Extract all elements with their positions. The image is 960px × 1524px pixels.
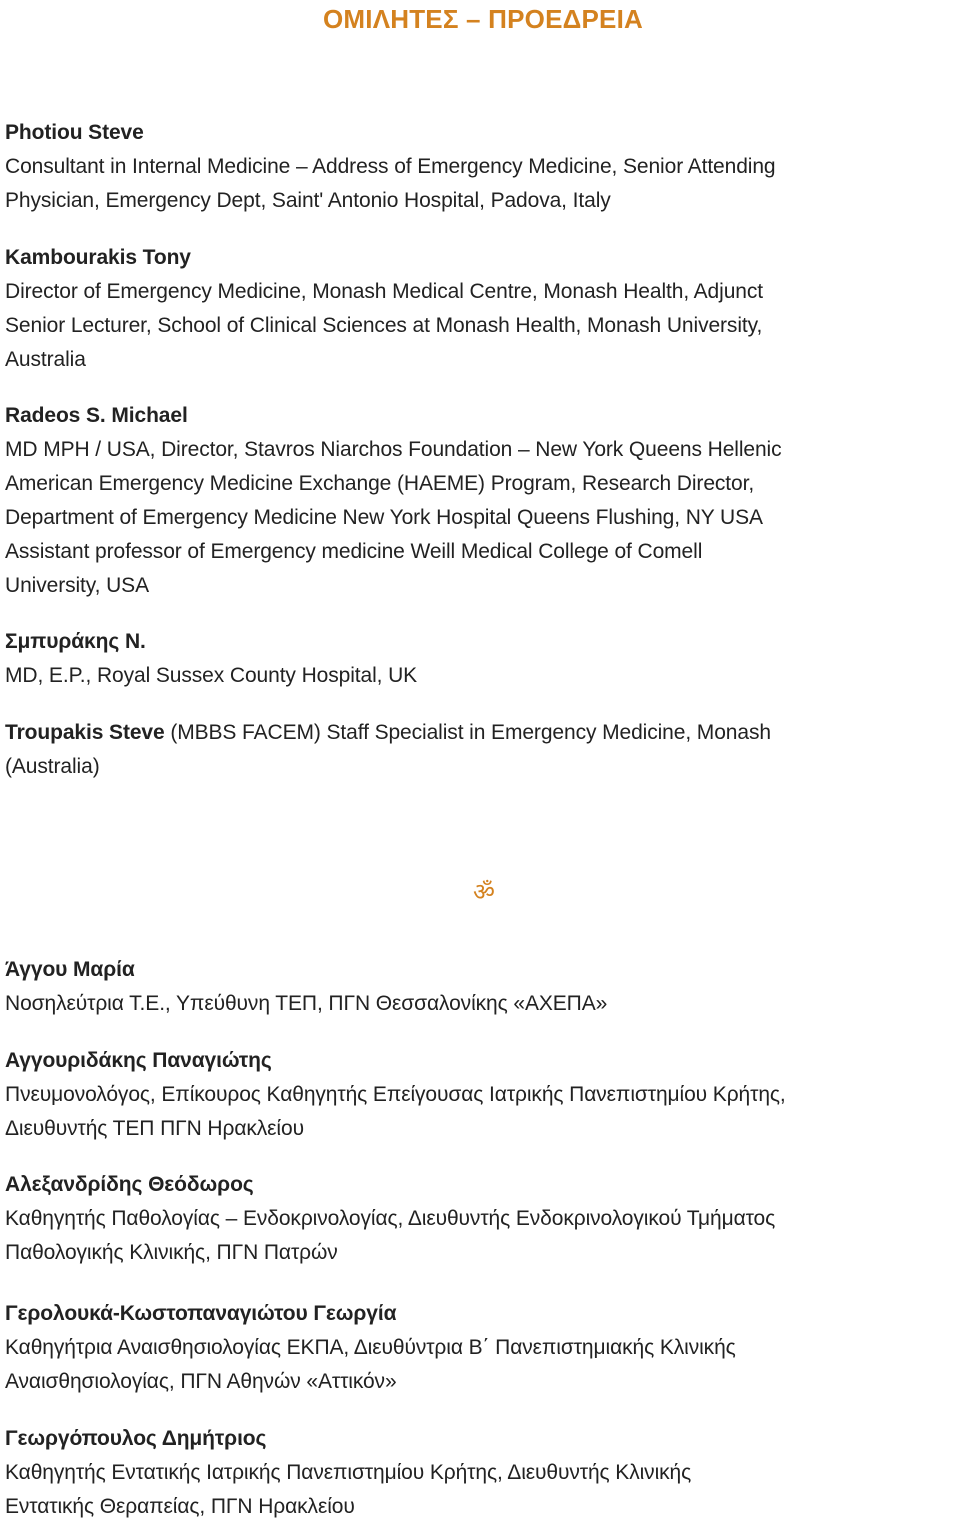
speaker-entry: [5, 716, 957, 784]
speaker-name: Kambourakis Tony: [5, 246, 191, 269]
speaker-entry: [5, 1297, 957, 1399]
speaker-name: Αγγουριδάκης Παναγιώτης: [5, 1049, 272, 1072]
speaker-entry: [5, 1422, 957, 1524]
speaker-name: Άγγου Μαρία: [5, 958, 135, 981]
speaker-name: Γερολουκά-Κωστοπαναγιώτου Γεωργία: [5, 1302, 397, 1325]
speaker-description-inline: [5, 716, 957, 784]
speaker-description: Πνευμονολόγος, Επίκουρος Καθηγητής Επείγουσας Ιατρικής Πανεπιστημίου Κρήτης, Διευθυντής ΤΕΠ ΠΓΝ Ηρακλείου: [5, 1083, 786, 1140]
speaker-name: Αλεξανδρίδης Θεόδωρος: [5, 1173, 254, 1196]
speaker-description: Consultant in Internal Medicine – Address of Emergency Medicine, Senior Attending Physician, Emergency Dept, Saint' Antonio Hospital, Padova, Italy: [5, 155, 776, 212]
page-title: ΟΜΙΛΗΤΕΣ – ΠΡΟΕΔΡΕΙΑ: [322, 4, 643, 34]
speaker-entry: [5, 116, 957, 218]
speaker-description: MD, E.P., Royal Sussex County Hospital, UK: [5, 664, 418, 687]
speaker-entry: [5, 1168, 957, 1270]
speaker-entry: [5, 625, 957, 693]
speaker-entry: [5, 1044, 957, 1146]
speaker-description: (MBBS FACEM) Staff Specialist in Emergency Medicine, Monash (Australia): [5, 721, 771, 778]
speaker-name: Σμπυράκης Ν.: [5, 630, 146, 653]
speaker-description: MD MPH / USA, Director, Stavros Niarchos Foundation – New York Queens Hellenic American Emergency Medicine Exchange (HAEME) Program, Research Director, Department of Emergency Medicine New York Hospital Queens Flushing, NY USA Assistant professor of Emergency medicine Weill Medical College of Comell University, USA: [5, 438, 782, 597]
speaker-description: Director of Emergency Medicine, Monash Medical Centre, Monash Health, Adjunct Senior Lecturer, School of Clinical Sciences at Monash Health, Monash University, Australia: [5, 280, 763, 371]
speaker-description: Καθηγητής Παθολογίας – Ενδοκρινολογίας, Διευθυντής Ενδοκρινολογικού Τμήματος Παθολογικής Κλινικής, ΠΓΝ Πατρών: [5, 1207, 776, 1264]
speaker-name: Radeos S. Michael: [5, 404, 188, 427]
speaker-name: Troupakis Steve: [5, 721, 165, 744]
speaker-entry: [5, 399, 957, 603]
speaker-entry: [5, 241, 957, 377]
speaker-description: Καθηγητής Εντατικής Ιατρικής Πανεπιστημίου Κρήτης, Διευθυντής Κλινικής Εντατικής Θεραπείας, ΠΓΝ Ηρακλείου: [5, 1461, 692, 1518]
speaker-name: Photiou Steve: [5, 121, 144, 144]
speaker-description: Καθηγήτρια Αναισθησιολογίας ΕΚΠΑ, Διευθύντρια Β΄ Πανεπιστημιακής Κλινικής Αναισθησιολογίας, ΠΓΝ Αθηνών «Αττικόν»: [5, 1336, 736, 1393]
speaker-description: Νοσηλεύτρια Τ.Ε., Υπεύθυνη ΤΕΠ, ΠΓΝ Θεσσαλονίκης «ΑΧΕΠΑ»: [5, 992, 608, 1015]
om-symbol-icon: ॐ: [473, 879, 495, 906]
speaker-entry: [5, 953, 957, 1021]
speaker-name: Γεωργόπουλος Δημήτριος: [5, 1427, 267, 1450]
